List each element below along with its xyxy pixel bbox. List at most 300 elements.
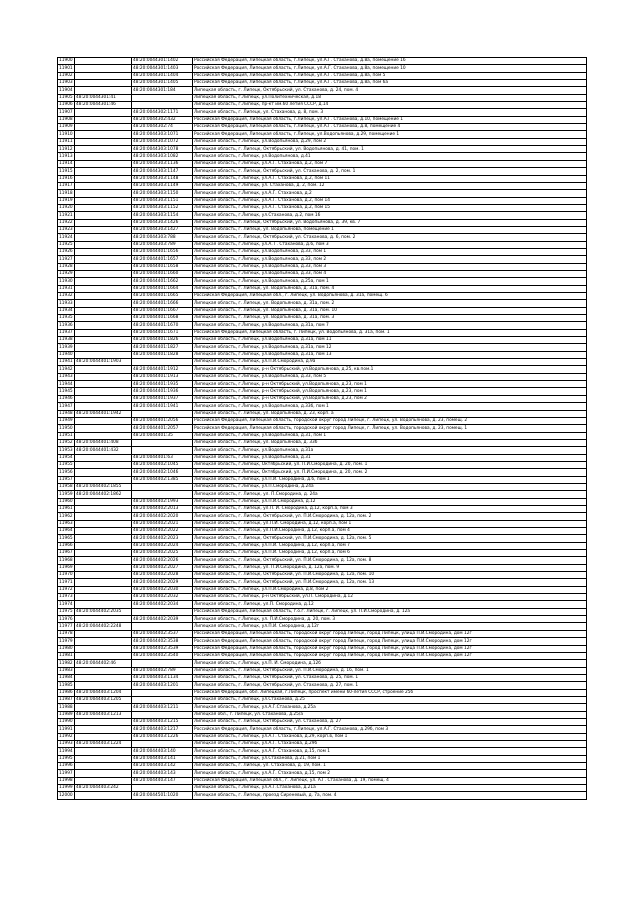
address-cell: Липецкая область, г.Липецк, ул.П.И.Смородина, д.8, пом 2	[193, 586, 587, 593]
address-cell: Липецкая обл., г. Липецк, ул. Стаханова, д.25/а	[193, 711, 587, 718]
table-row	[58, 696, 587, 703]
premises-number-cell: 48:20:0044302:432	[132, 116, 193, 123]
address-cell: Липецкая область, г. Липецк, ул. П.И.Смородина, д. 12а, пом. 9	[193, 564, 587, 571]
table-row	[58, 241, 587, 248]
table-row	[58, 80, 587, 87]
address-cell: Липецкая область, г.Липецк, р-н Октябрьский, ул.П. Смородина, д.12	[193, 594, 587, 601]
premises-number-cell: 48:20:0044402:2030	[132, 586, 193, 593]
land-plot-number-cell	[75, 190, 132, 197]
table-row	[58, 293, 587, 300]
table-row	[58, 755, 587, 762]
land-plot-number-cell	[75, 182, 132, 189]
address-cell: Российская Федерация, Липецкая область, городской округ город Липецк, г. Липецк, ул. Водопьянова, д. 23, помещ. 2	[193, 417, 587, 424]
address-cell: Российская Федерация, Липецкая область, г.Липецк, ул.А.Г. Стаханова, д.8а, пом 6а	[193, 80, 587, 87]
address-cell: Липецкая область, г. Липецк, ул.П.И.Смородина, д.12, корп.а, пом 4	[193, 528, 587, 535]
address-cell: Липецкая область, г.Липецк, р-н Октябрьский, ул.Водопьянова, д.23, пом 2	[193, 395, 587, 402]
land-plot-number-cell	[75, 498, 132, 505]
land-plot-number-cell: 48:20:0044402:2035	[75, 608, 132, 615]
land-plot-number-cell	[75, 652, 132, 659]
table-row	[58, 373, 587, 380]
premises-number-cell: 48:20:0044402:3537	[132, 630, 193, 637]
row-number-cell: 11983	[59, 667, 73, 673]
table-row	[58, 638, 587, 645]
address-cell: Липецкая область, г. Липецк, Октябрьский, ул. Водопьянова, д. 41, пом. 1	[193, 146, 587, 153]
row-number-cell: 11950	[59, 425, 73, 431]
premises-number-cell: 48:20:0044401:2057	[132, 425, 193, 432]
row-number-cell: 11974	[59, 601, 73, 607]
premises-number-cell: 48:20:0044401:1656	[132, 248, 193, 255]
address-cell: Липецкая область, г.Липецк, ул.Водопьянова, д.33, пом 1	[193, 248, 587, 255]
land-plot-number-cell	[75, 718, 132, 725]
premises-number-cell: 48:20:0044401:1826	[132, 337, 193, 344]
land-plot-number-cell	[75, 388, 132, 395]
address-cell: Российская Федерация, Липецкая обл., г. Липецк, ул. Водопьянова, д. 31а, помещ. 6	[193, 293, 587, 300]
premises-number-cell: 48:20:0044501:1020	[132, 792, 193, 799]
address-cell: Липецкая область, г.Липецк, ул.А.Г. Стаханова, д.29б	[193, 740, 587, 747]
table-row	[58, 388, 587, 395]
row-number-cell: 11969	[59, 565, 73, 571]
land-plot-number-cell	[75, 601, 132, 608]
address-cell: Липецкая область, г.Липецк, ул.А.Г. Стаханова, д.29, корп.в, пом 1	[193, 733, 587, 740]
land-plot-number-cell	[75, 72, 132, 79]
address-cell: Липецкая область, г.Липецк, ул.Стаханова, д.25	[193, 696, 587, 703]
row-number-cell: 11976	[59, 616, 73, 622]
premises-number-cell: 48:20:0044301:184	[132, 87, 193, 94]
table-row	[58, 197, 587, 204]
row-number-cell: 11918	[59, 190, 73, 196]
premises-number-cell: 48:20:0044303:1148	[132, 175, 193, 182]
premises-number-cell: 48:20:0044303:788	[132, 234, 193, 241]
land-plot-number-cell	[75, 674, 132, 681]
premises-number-cell: 48:20:0044401:63	[132, 454, 193, 461]
address-cell: Липецкая область, г. Липецк, ул. Водопьянова, помещение 1	[193, 226, 587, 233]
table-row	[58, 542, 587, 549]
table-row	[58, 344, 587, 351]
row-number-cell: 11965	[59, 535, 73, 541]
land-plot-number-cell: 48:20:0044402:2248	[75, 623, 132, 630]
table-body	[58, 58, 587, 800]
land-plot-number-cell: 48:20:0044403:1205	[75, 696, 132, 703]
land-plot-number-cell	[75, 65, 132, 72]
premises-number-cell: 48:20:0044402:2024	[132, 542, 193, 549]
land-plot-number-cell	[75, 461, 132, 468]
land-plot-number-cell	[75, 755, 132, 762]
row-number-cell: 11904	[59, 87, 73, 93]
address-cell: Российская Федерация, Липецкая обл., г. Липецк, ул. А.Г. Стаханова, д. 19, помещ. 4	[193, 777, 587, 784]
table-row	[58, 763, 587, 770]
address-cell: Российская Федерация, Липецкая область, г.Липецк, ул.А.Г. Стаханова, д.10, помещение 1	[193, 116, 587, 123]
land-plot-number-cell	[75, 285, 132, 292]
land-plot-number-cell	[75, 131, 132, 138]
address-cell: Липецкая область, г.Липецк, ул.А.Г. Стаханова, д.2	[193, 190, 587, 197]
address-cell: Липецкая область, г. Липецк, ул. Водопьянова, д. 23, корп. а	[193, 410, 587, 417]
table-row	[58, 689, 587, 696]
land-plot-number-cell	[75, 586, 132, 593]
land-plot-number-cell: 48:20:0044401:408	[75, 439, 132, 446]
row-number-cell: 11955	[59, 462, 73, 468]
land-plot-number-cell	[75, 58, 132, 65]
address-cell: Липецкая область, г.Липецк, ул.Стаханова, д.2, пом 16	[193, 212, 587, 219]
premises-number-cell: 48:20:0044403:1226	[132, 733, 193, 740]
land-plot-number-cell	[75, 146, 132, 153]
row-number-cell: 12000	[59, 792, 73, 798]
table-row	[58, 138, 587, 145]
premises-number-cell: 48:20:0044403:143	[132, 770, 193, 777]
land-plot-number-cell	[75, 153, 132, 160]
table-row	[58, 94, 587, 101]
land-plot-number-cell	[75, 263, 132, 270]
table-row	[58, 704, 587, 711]
premises-number-cell	[132, 447, 193, 454]
address-cell: Липецкая область, г. Липецк, Октябрьский, ул. П.И.Смородина, д. 12а, пом. 10	[193, 572, 587, 579]
premises-number-cell	[132, 696, 193, 703]
premises-number-cell: 48:20:0044303:1426	[132, 219, 193, 226]
address-cell: Российская Федерация, Липецкая область, г.Липецк, ул.А.Г. Стаханова, д.8, помещение 4	[193, 124, 587, 131]
premises-number-cell: 48:20:0044402:1046	[132, 469, 193, 476]
table-row	[58, 329, 587, 336]
row-number-cell: 11930	[59, 278, 73, 284]
table-row	[58, 226, 587, 233]
land-plot-number-cell	[75, 469, 132, 476]
row-number-cell: 11919	[59, 197, 73, 203]
table-row	[58, 682, 587, 689]
row-number-cell: 11938	[59, 337, 73, 343]
table-row	[58, 447, 587, 454]
land-plot-number-cell	[75, 307, 132, 314]
address-cell: Липецкая область, г. Липецк, Октябрьский, ул. П.И.Смородина, д. 12а, пом. 5	[193, 535, 587, 542]
table-row	[58, 740, 587, 747]
address-cell: Липецкая область, г.Липецк, ул.Водопьянова, д.31а, пом 12	[193, 344, 587, 351]
land-plot-number-cell	[75, 645, 132, 652]
land-plot-number-cell	[75, 300, 132, 307]
row-number-cell: 11998	[59, 778, 73, 784]
address-cell: Российская Федерация, Липецкая область, г. Липецк, ул. Водопьянова, д. 31а, пом. 1	[193, 329, 587, 336]
premises-number-cell: 48:20:0044401:1827	[132, 344, 193, 351]
premises-number-cell: 48:20:0044301:1405	[132, 80, 193, 87]
table-row	[58, 432, 587, 439]
premises-number-cell: 48:20:0044303:1427	[132, 226, 193, 233]
premises-number-cell: 48:20:0044402:2020	[132, 513, 193, 520]
table-row	[58, 652, 587, 659]
land-plot-number-cell	[75, 197, 132, 204]
row-number-cell: 11967	[59, 550, 73, 556]
table-row	[58, 337, 587, 344]
row-number-cell: 11961	[59, 506, 73, 512]
row-number-cell: 11926	[59, 249, 73, 255]
land-plot-number-cell	[75, 219, 132, 226]
row-number-cell: 11921	[59, 212, 73, 218]
land-plot-number-cell: 48:20:0044403:1224	[75, 740, 132, 747]
land-plot-number-cell	[75, 278, 132, 285]
table-row	[58, 72, 587, 79]
row-number-cell: 11958	[59, 484, 73, 490]
row-number-cell: 11914	[59, 161, 73, 167]
premises-number-cell: 48:20:0044402:3539	[132, 645, 193, 652]
table-row	[58, 234, 587, 241]
land-plot-number-cell: 48:20:0044403:1204	[75, 689, 132, 696]
address-cell: Липецкая область, г. Липецк, ул. П.Смородина, д. 24а	[193, 491, 587, 498]
premises-number-cell: 48:20:0044303:1078	[132, 146, 193, 153]
land-plot-number-cell	[75, 417, 132, 424]
table-row	[58, 182, 587, 189]
premises-number-cell: 48:20:0044403:1201	[132, 682, 193, 689]
row-number-cell: 11986	[59, 689, 73, 695]
row-number-cell: 11942	[59, 366, 73, 372]
table-row	[58, 777, 587, 784]
premises-number-cell	[132, 740, 193, 747]
row-number-cell: 11933	[59, 300, 73, 306]
address-cell: Липецкая область, г.Липецк, ул.Водопьянова, д.33, пом 2	[193, 256, 587, 263]
premises-number-cell: 48:20:0044303:1082	[132, 153, 193, 160]
premises-number-cell: 48:20:0044402:2022	[132, 528, 193, 535]
address-cell: Липецкая область, г.Липецк, ул.А.Г. Стаханова, д.2, пом 15	[193, 204, 587, 211]
premises-number-cell	[132, 785, 193, 792]
land-plot-number-cell	[75, 557, 132, 564]
row-number-cell: 11908	[59, 117, 73, 123]
premises-number-cell: 48:20:0044403:1211	[132, 704, 193, 711]
address-cell: Липецкая область, г.Липецк, ул.Водопьянова, д.25а, пом 1	[193, 278, 587, 285]
land-plot-number-cell	[75, 733, 132, 740]
land-plot-number-cell	[75, 204, 132, 211]
row-number-cell: 11943	[59, 374, 73, 380]
land-plot-number-cell	[75, 454, 132, 461]
land-plot-number-cell	[75, 638, 132, 645]
table-row	[58, 381, 587, 388]
row-number-cell: 11917	[59, 183, 73, 189]
premises-number-cell: 48:20:0044402:2026	[132, 557, 193, 564]
address-cell: Липецкая область, г.Липецк, ул.Водопьянова, д.31а, пом 7	[193, 322, 587, 329]
premises-number-cell: 48:20:0044402:789	[132, 667, 193, 674]
table-row	[58, 315, 587, 322]
row-number-cell: 11936	[59, 322, 73, 328]
address-cell: Липецкая область, г.Липецк, ул. Стаханова, д. 2, пом. 12	[193, 182, 587, 189]
table-row	[58, 58, 587, 65]
land-plot-number-cell	[75, 432, 132, 439]
premises-number-cell: 48:20:0044303:1149	[132, 182, 193, 189]
premises-number-cell: 48:20:0044303:1147	[132, 168, 193, 175]
row-number-cell: 11982	[59, 660, 73, 666]
premises-number-cell: 48:20:0044401:1665	[132, 293, 193, 300]
table-row	[58, 572, 587, 579]
address-cell: Липецкая область, г.Липецк, р-н Октябрьский, ул.Водопьянова, д.25, кв.пом.1	[193, 366, 587, 373]
row-number-cell: 11954	[59, 454, 73, 460]
row-number-cell: 11971	[59, 579, 73, 585]
premises-number-cell: 48:20:0044401:1936	[132, 388, 193, 395]
address-cell: Липецкая область, г. Липецк, Октябрьский, ул. Водопьянова, д. 39, кв. 7	[193, 219, 587, 226]
address-cell: Российская Федерация, Липецкая область, г.Липецк, ул.А.Г. Стаханова, д.29б, пом 3	[193, 726, 587, 733]
address-cell: Российская Федерация, Липецкая область, г.Липецк, ул.А.Г. Стаханова, д.8а, помещение 10	[193, 65, 587, 72]
table-row	[58, 726, 587, 733]
premises-number-cell: 48:20:0044303:1072	[132, 138, 193, 145]
table-row	[58, 87, 587, 94]
address-cell: Российская Федерация, Липецкая область, г.о.г. Липецк, г. Липецк, ул. П.И.Смородина, д. 12а	[193, 608, 587, 615]
land-plot-number-cell	[75, 770, 132, 777]
land-plot-number-cell: 48:20:0044301:41	[75, 94, 132, 101]
land-plot-number-cell	[75, 322, 132, 329]
row-number-cell: 11970	[59, 572, 73, 578]
land-plot-number-cell	[75, 337, 132, 344]
address-cell: Липецкая область, г. Липецк, ул. Стаханова, д. 19, пом. 1	[193, 763, 587, 770]
land-plot-number-cell	[75, 425, 132, 432]
row-number-cell: 11992	[59, 734, 73, 739]
row-number-cell: 11964	[59, 528, 73, 534]
row-number-cell: 11993	[59, 741, 73, 747]
table-row	[58, 204, 587, 211]
table-row	[58, 770, 587, 777]
address-cell: Липецкая область, г.Липецк, ул.П.И. Смородина, д.6, пом 1	[193, 476, 587, 483]
premises-number-cell: 48:20:0044401:1668	[132, 315, 193, 322]
premises-number-cell: 48:20:0044403:142	[132, 763, 193, 770]
table-row	[58, 366, 587, 373]
land-plot-number-cell: 48:20:0044401:1903	[75, 359, 132, 366]
table-row	[58, 733, 587, 740]
land-plot-number-cell	[75, 535, 132, 542]
address-cell: Липецкая область, г.Липецк, пр-кт им.60 летия СССР, д.14	[193, 102, 587, 109]
table-row	[58, 395, 587, 402]
row-number-cell: 11915	[59, 168, 73, 174]
table-row	[58, 586, 587, 593]
land-plot-number-cell	[75, 256, 132, 263]
address-cell: Липецкая область, г.Липецк, р-н Октябрьский, ул.Водопьянова, д.23, пом 1	[193, 388, 587, 395]
address-cell: Липецкая область, г.Липецк, ул.П.И. Смородина, д.12, корп.а, пом 7	[193, 542, 587, 549]
address-cell: Липецкая область, г. Липецк, Октябрьский, ул. Стаханова, д. 25, пом. 1	[193, 674, 587, 681]
premises-number-cell	[132, 623, 193, 630]
row-number-cell: 11927	[59, 256, 73, 262]
premises-number-cell: 48:20:0044401:2056	[132, 417, 193, 424]
land-plot-number-cell: 48:20:0044403:1213	[75, 711, 132, 718]
land-plot-number-cell	[75, 682, 132, 689]
land-plot-number-cell	[75, 594, 132, 601]
premises-number-cell: 48:20:0044401:35	[132, 432, 193, 439]
address-cell: Липецкая область, г.Липецк, ул.Водопьянова, д.31, пом 1	[193, 432, 587, 439]
table-row	[58, 270, 587, 277]
table-row	[58, 190, 587, 197]
land-plot-number-cell	[75, 351, 132, 358]
row-number-cell: 11940	[59, 352, 73, 358]
address-cell: Липецкая область, г.Липецк, ул.Водопьянова, д.33, пом 4	[193, 270, 587, 277]
premises-number-cell: 48:20:0044403:147	[132, 777, 193, 784]
address-cell: Российская Федерация, Липецкая область, городской округ город Липецк, город Липецк, улица П.И.Смородина, дом 12г	[193, 645, 587, 652]
address-cell: Липецкая область, г. Липецк, ул.П. И. Смородина, д.12, корп.а, пом 3	[193, 505, 587, 512]
address-cell: Липецкая область, г.Липецк, Октябрьский, ул. П.И.Смородина, д. 20, пом. 1	[193, 461, 587, 468]
land-plot-number-cell	[75, 168, 132, 175]
premises-number-cell: 48:20:0044401:1667	[132, 307, 193, 314]
row-number-cell: 11999	[59, 785, 73, 791]
premises-number-cell: 48:20:0044401:1913	[132, 373, 193, 380]
table-row	[58, 263, 587, 270]
premises-number-cell: 48:20:0044303:1152	[132, 204, 193, 211]
row-number-cell: 11920	[59, 205, 73, 211]
table-row	[58, 469, 587, 476]
table-row	[58, 505, 587, 512]
row-number-cell: 11996	[59, 763, 73, 769]
address-cell: Российская Федерация, Липецкая область, городской округ город Липецк, город Липецк, улица П.И.Смородина, дом 12г	[193, 652, 587, 659]
address-cell: Липецкая область, г. Липецк, ул.П.И. Смородина, д.12, корп.а, пом 1	[193, 520, 587, 527]
premises-number-cell: 48:20:0044401:1935	[132, 381, 193, 388]
land-plot-number-cell	[75, 528, 132, 535]
table-row	[58, 65, 587, 72]
address-cell: Липецкая область, г.Липецк, ул. П.И.Смородина, д. 20, пом. 3	[193, 616, 587, 623]
table-row	[58, 175, 587, 182]
table-row	[58, 748, 587, 755]
table-row	[58, 557, 587, 564]
land-plot-number-cell	[75, 520, 132, 527]
table-row	[58, 351, 587, 358]
address-cell: Российская Федерация, Липецкая область, г.Липецк, ул.Водопьянова, д.29, помещение 1	[193, 131, 587, 138]
row-number-cell: 11902	[59, 73, 73, 79]
address-cell: Липецкая область, г.Липецк, ул.А.Г. Стаханова, д.2, пом 14	[193, 197, 587, 204]
premises-number-cell: 48:20:0044401:1937	[132, 395, 193, 402]
row-number-cell: 11973	[59, 594, 73, 600]
table-row	[58, 219, 587, 226]
premises-number-cell: 48:20:0044401:1660	[132, 270, 193, 277]
table-row	[58, 160, 587, 167]
premises-number-cell: 48:20:0044303:789	[132, 241, 193, 248]
premises-number-cell: 48:20:0044402:2023	[132, 535, 193, 542]
row-number-cell: 11949	[59, 418, 73, 424]
land-plot-number-cell	[75, 160, 132, 167]
address-cell: Липецкая область, г. Липецк, Октябрьский, ул. П.И.Смородина, д. 12а, пом. 13	[193, 579, 587, 586]
row-number-cell: 11916	[59, 175, 73, 181]
address-cell: Липецкая область, г.Липецк, ул.П.И.Смородина, д.9а	[193, 359, 587, 366]
table-row	[58, 256, 587, 263]
address-cell: Липецкая область, г. Липецк, ул. Водопьянова, д. 31а, пом. 3	[193, 315, 587, 322]
row-number-cell: 11924	[59, 234, 73, 240]
row-number-cell: 11975	[59, 609, 73, 615]
address-cell: Липецкая область, г.Липецк, р-н Октябрьский, ул.Водопьянова, д.23, пом 1	[193, 381, 587, 388]
table-row	[58, 146, 587, 153]
row-number-cell: 11923	[59, 227, 73, 233]
land-plot-number-cell	[75, 241, 132, 248]
land-plot-number-cell	[75, 212, 132, 219]
row-number-cell: 11966	[59, 543, 73, 549]
table-row	[58, 417, 587, 424]
address-cell: Липецкая область, г.Липецк, ул.Водопьянова, д.31а	[193, 447, 587, 454]
row-number-cell: 11911	[59, 139, 73, 145]
premises-number-cell: 48:20:0044401:1671	[132, 329, 193, 336]
table-row	[58, 131, 587, 138]
table-row	[58, 594, 587, 601]
row-number-cell: 11997	[59, 770, 73, 776]
premises-number-cell	[132, 689, 193, 696]
table-row	[58, 307, 587, 314]
premises-number-cell: 48:20:0044402:1385	[132, 476, 193, 483]
row-number-cell: 11979	[59, 638, 73, 644]
row-number-cell: 11953	[59, 447, 73, 453]
premises-number-cell: 48:20:0044402:3540	[132, 652, 193, 659]
row-number-cell: 11928	[59, 264, 73, 269]
address-cell: Липецкая область, г. Липецк, проезд Сиреневый, д. 7а, пом. 4	[193, 792, 587, 799]
table-row	[58, 491, 587, 498]
table-row	[58, 718, 587, 725]
row-number-cell: 11934	[59, 308, 73, 314]
row-number-cell: 11987	[59, 697, 73, 703]
table-row	[58, 785, 587, 792]
land-plot-number-cell	[75, 667, 132, 674]
land-plot-number-cell	[75, 80, 132, 87]
table-row	[58, 792, 587, 799]
table-row	[58, 410, 587, 417]
premises-number-cell	[132, 711, 193, 718]
table-row	[58, 535, 587, 542]
row-number-cell: 11995	[59, 756, 73, 762]
table-row	[58, 403, 587, 410]
row-number-cell: 11925	[59, 241, 73, 247]
row-number-cell: 11909	[59, 124, 73, 130]
row-number-cell: 11905	[59, 95, 73, 101]
premises-number-cell: 48:20:0044301:1402	[132, 58, 193, 65]
premises-number-cell: 48:20:0044401:1658	[132, 263, 193, 270]
